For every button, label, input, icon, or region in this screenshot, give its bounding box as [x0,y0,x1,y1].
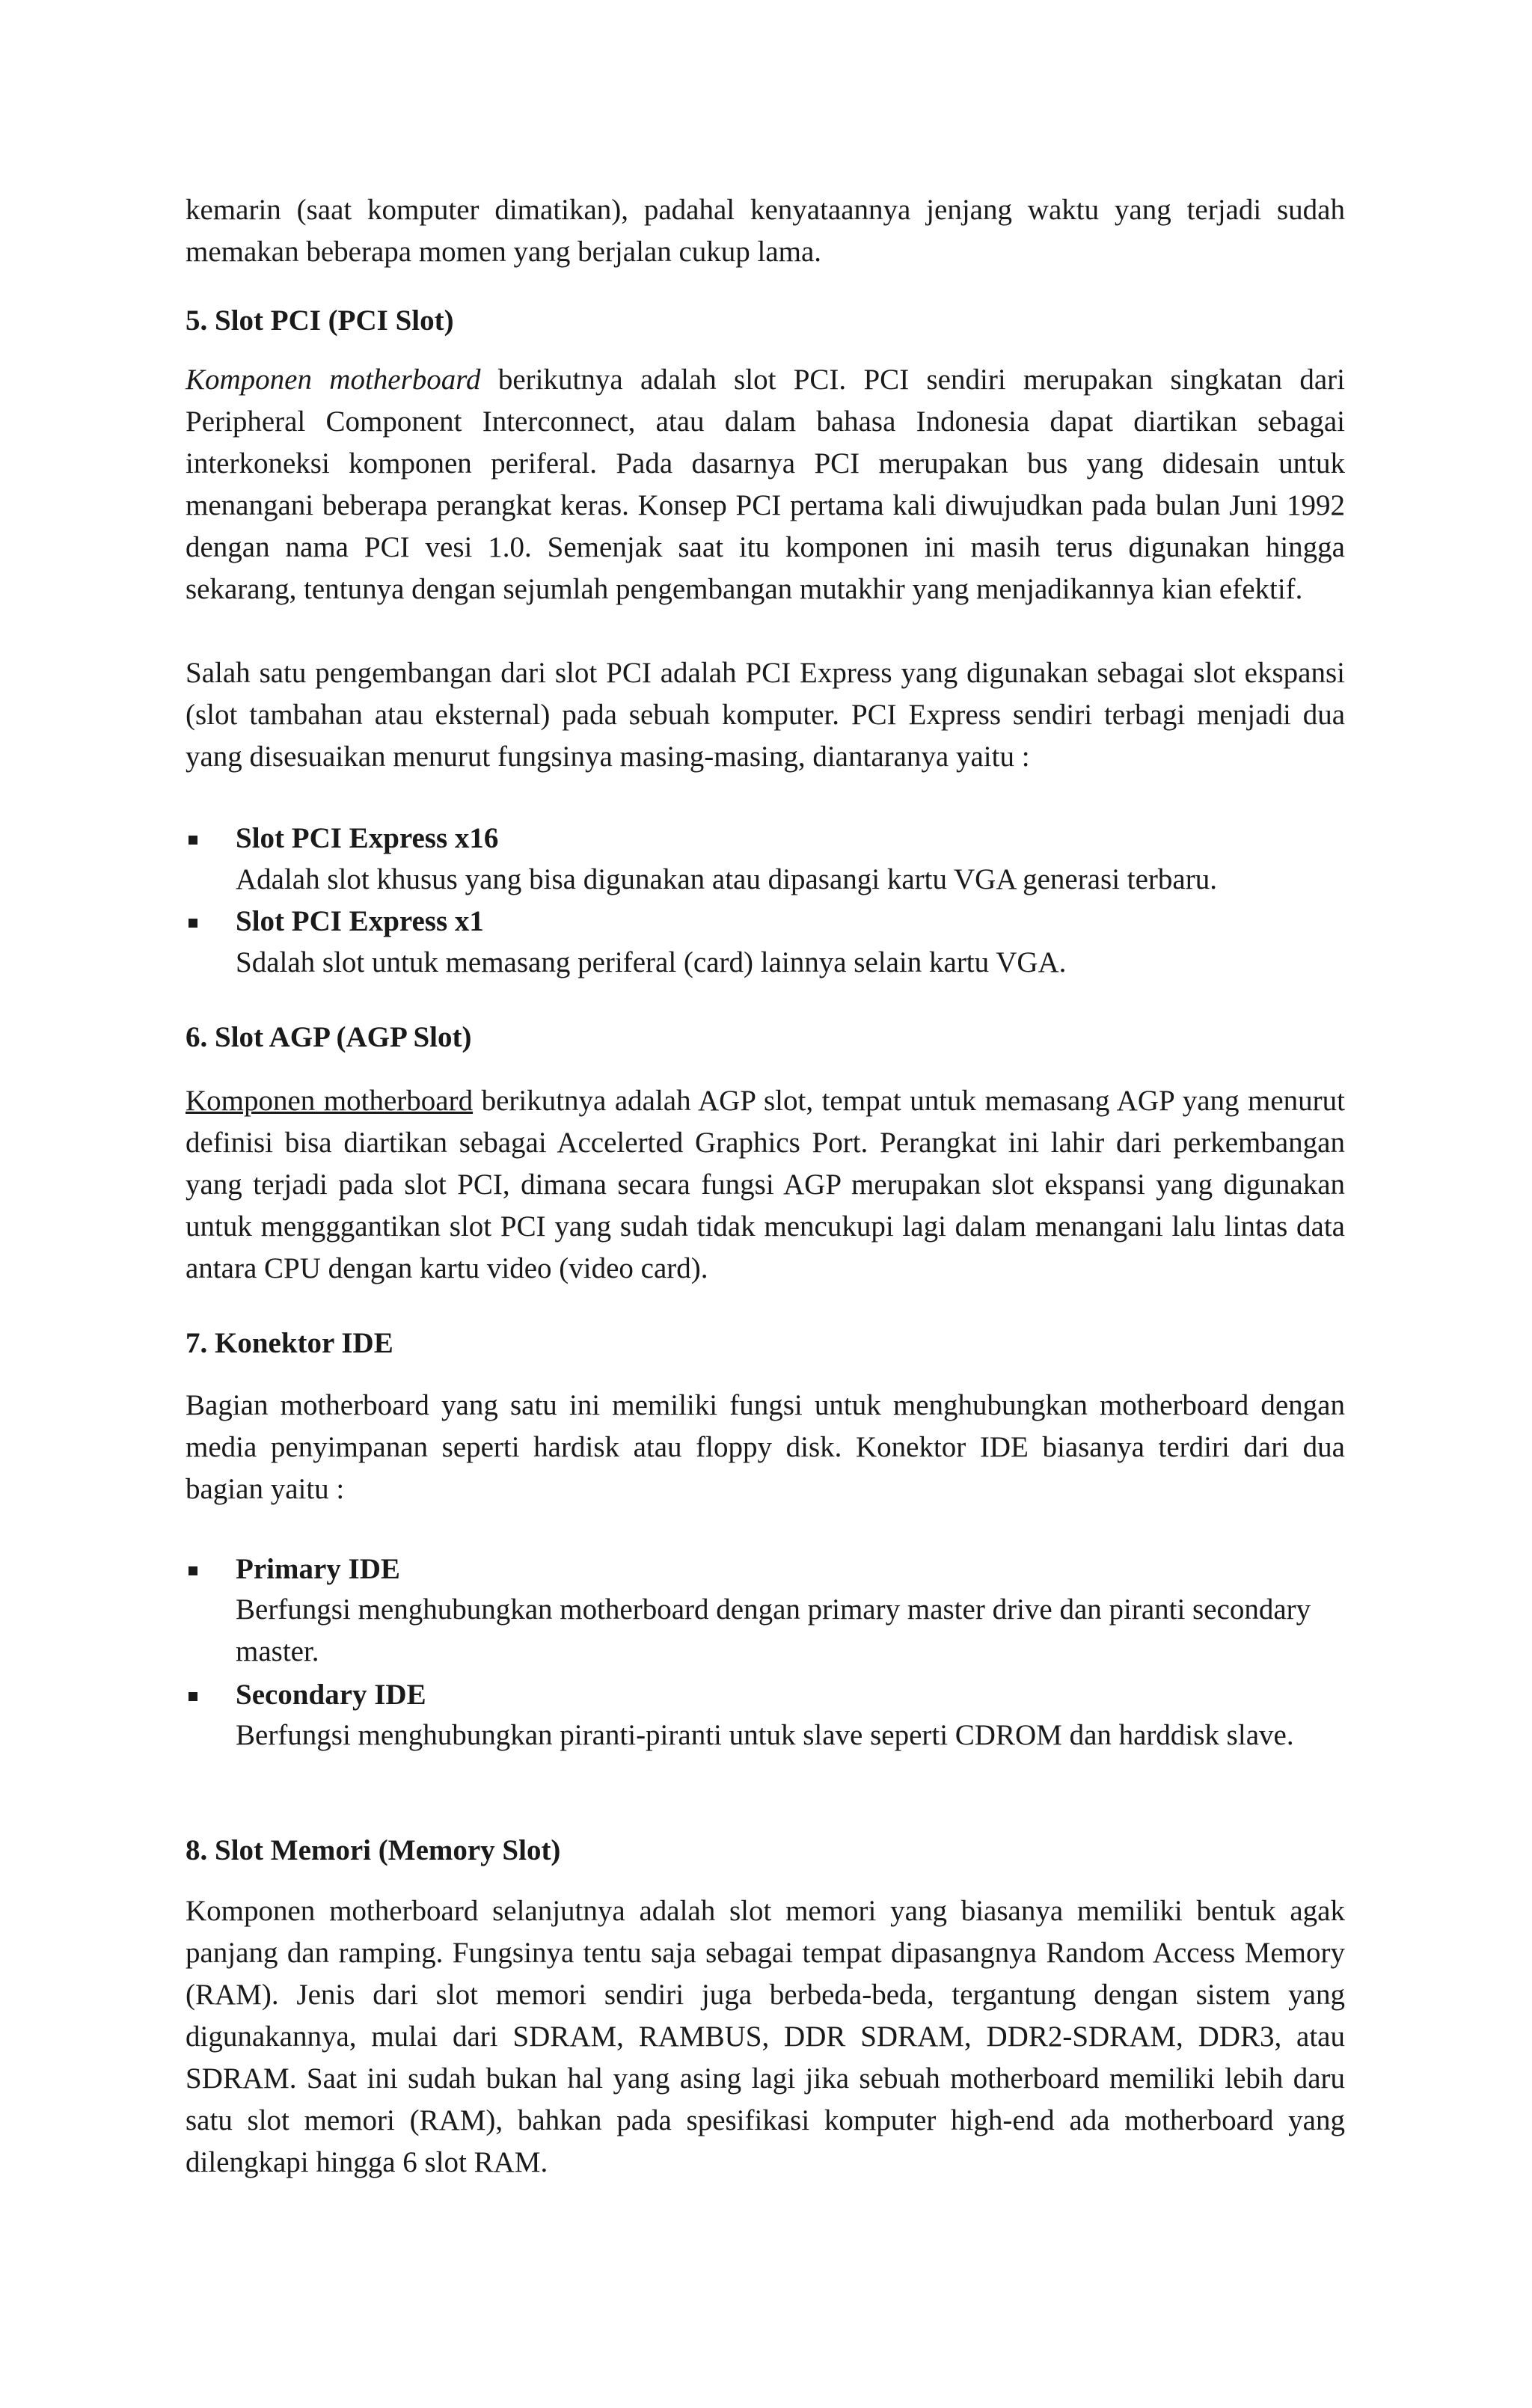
section-5-heading: 5. Slot PCI (PCI Slot) [186,304,454,337]
bullet-desc-pci-x16: Adalah slot khusus yang bisa digunakan atau dipasangi kartu VGA generasi terbaru. [236,863,1217,895]
bullet-desc-secondary-ide: Berfungsi menghubungkan piranti-piranti untuk slave seperti CDROM dan harddisk slave. [236,1719,1294,1751]
section-5-paragraph-1-text: berikutnya adalah slot PCI. PCI sendiri merupakan singkatan dari Peripheral Component Interconnect, atau dalam bahasa Indonesia dapat diartikan sebagai interkoneksi komponen periferal. Pada dasarnya PCI merupakan bus yang didesain untuk menangani beberapa perangkat keras. Konsep PCI pertama kali diwujudkan pada bulan Juni 1992 dengan nama PCI vesi 1.0. Semenjak saat itu komponen ini masih terus digunakan hingga sekarang, tentunya dengan sejumlah pengembangan mutakhir yang menjadikannya kian efektif. [186,364,1345,605]
bullet-title-secondary-ide: Secondary IDE [236,1679,426,1711]
intro-paragraph: kemarin (saat komputer dimatikan), padahal kenyataannya jenjang waktu yang terjadi sudah memakan beberapa momen yang berjalan cukup lama. [186,194,1345,268]
italic-term: Komponen motherboard [186,364,481,396]
section-8-heading: 8. Slot Memori (Memory Slot) [186,1834,561,1866]
bullet-icon [189,1692,197,1701]
section-6-paragraph-1 [186,1080,1345,1290]
bullet-title-pci-x16: Slot PCI Express x16 [236,822,499,854]
section-7-paragraph-1: Bagian motherboard yang satu ini memiliki fungsi untuk menghubungkan motherboard dengan media penyimpanan seperti hardisk atau floppy disk. Konektor IDE biasanya terdiri dari dua bagian yaitu : [186,1389,1345,1505]
bullet-icon [189,919,197,928]
section-6-heading: 6. Slot AGP (AGP Slot) [186,1021,472,1053]
bullet-desc-pci-x1: Sdalah slot untuk memasang periferal (card) lainnya selain kartu VGA. [236,946,1067,978]
bullet-icon [189,1566,197,1575]
section-5-paragraph-1 [186,359,1345,610]
bullet-desc-primary-ide: Berfungsi menghubungkan motherboard dengan primary master drive dan piranti secondary master. [236,1593,1311,1667]
komponen-motherboard-link[interactable]: Komponen motherboard [186,1085,474,1117]
section-6-paragraph-1-text: berikutnya adalah AGP slot, tempat untuk memasang AGP yang menurut definisi bisa diartikan sebagai Accelerted Graphics Port. Perangkat ini lahir dari perkembangan yang terjadi pada slot PCI, dimana secara fungsi AGP merupakan slot ekspansi yang digunakan untuk mengggantikan slot PCI yang sudah tidak mencukupi lagi dalam menangani lalu lintas data antara CPU dengan kartu video (video card). [186,1085,1345,1284]
section-8-paragraph-1: Komponen motherboard selanjutnya adalah slot memori yang biasanya memiliki bentuk agak panjang dan ramping. Fungsinya tentu saja sebagai tempat dipasangnya Random Access Memory (RAM). Jenis dari slot memori sendiri juga berbeda-beda, tergantung dengan sistem yang digunakannya, mulai dari SDRAM, RAMBUS, DDR SDRAM, DDR2-SDRAM, DDR3, atau SDRAM. Saat ini sudah bukan hal yang asing lagi jika sebuah motherboard memiliki lebih daru satu slot memori (RAM), bahkan pada spesifikasi komputer high-end ada motherboard yang dilengkapi hingga 6 slot RAM. [186,1895,1345,2178]
section-7-heading: 7. Konektor IDE [186,1327,393,1359]
bullet-title-primary-ide: Primary IDE [236,1553,400,1585]
bullet-title-pci-x1: Slot PCI Express x1 [236,905,484,937]
section-5-paragraph-2: Salah satu pengembangan dari slot PCI adalah PCI Express yang digunakan sebagai slot ekspansi (slot tambahan atau eksternal) pada sebuah komputer. PCI Express sendiri terbagi menjadi dua yang disesuaikan menurut fungsinya masing-masing, diantaranya yaitu : [186,657,1345,773]
bullet-icon [189,836,197,845]
